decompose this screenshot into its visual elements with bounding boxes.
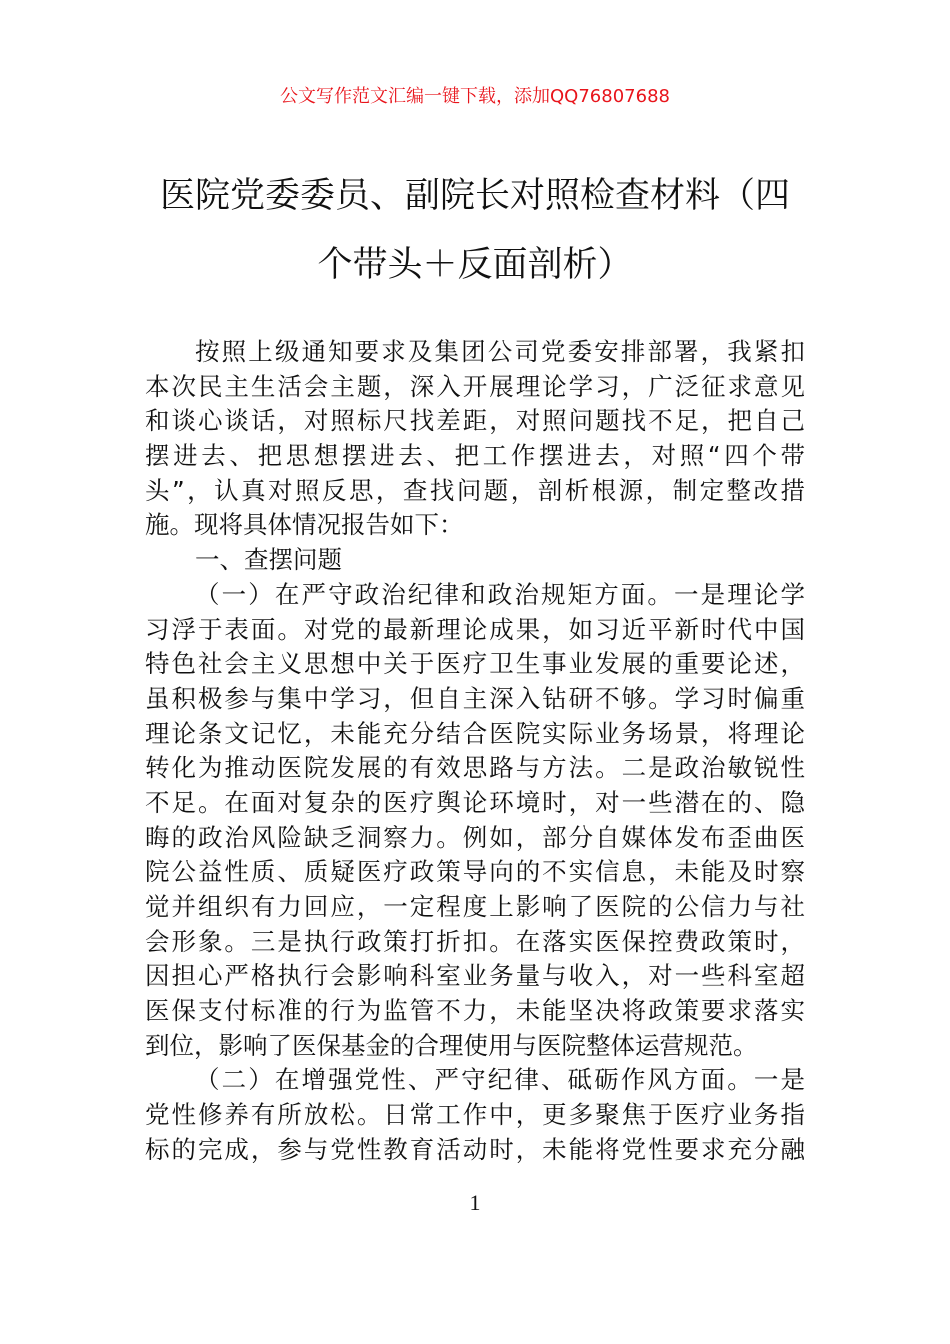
page-number: 1	[469, 1190, 481, 1215]
body-text-line: 不足。在面对复杂的医疗舆论环境时，对一些潜在的、隐	[145, 787, 805, 817]
document-body	[145, 335, 805, 1168]
body-text-line: 院公益性质、质疑医疗政策导向的不实信息，未能及时察	[145, 857, 805, 887]
body-text-line: 一、查摆问题	[195, 545, 342, 575]
body-text-line: 到位，影响了医保基金的合理使用与医院整体运营规范。	[145, 1030, 758, 1060]
body-text-line: （二）在增强党性、严守纪律、砥砺作风方面。一是	[195, 1065, 805, 1095]
body-text-line: 施。现将具体情况报告如下：	[145, 510, 464, 540]
body-text-line: 虽积极参与集中学习，但自主深入钻研不够。学习时偏重	[145, 683, 805, 713]
body-text-line: 医保支付标准的行为监管不力，未能坚决将政策要求落实	[145, 996, 805, 1026]
body-text-line: 标的完成，参与党性教育活动时，未能将党性要求充分融	[145, 1134, 805, 1164]
body-text-line: 和谈心谈话，对照标尺找差距，对照问题找不足，把自己	[145, 406, 805, 436]
body-text-line: 觉并组织有力回应，一定程度上影响了医院的公信力与社	[145, 892, 805, 921]
body-text-line: 会形象。三是执行政策打折扣。在落实医保控费政策时，	[145, 926, 805, 956]
body-text-line: 晦的政治风险缺乏洞察力。例如，部分自媒体发布歪曲医	[145, 822, 805, 852]
body-text-line: 摆进去、把思想摆进去、把工作摆进去，对照“四个带	[145, 441, 805, 471]
body-text-line: 按照上级通知要求及集团公司党委安排部署，我紧扣	[195, 337, 805, 366]
body-text-line: 党性修养有所放松。日常工作中，更多聚焦于医疗业务指	[145, 1100, 805, 1130]
document-title-line-1: 医院党委委员、副院长对照检查材料（四	[159, 176, 790, 216]
body-text-line: 习浮于表面。对党的最新理论成果，如习近平新时代中国	[145, 614, 805, 644]
body-text-line: 本次民主生活会主题，深入开展理论学习，广泛征求意见	[145, 371, 805, 401]
document-title-line-2: 个带头＋反面剖析）	[317, 245, 633, 285]
body-text-line: 因担心严格执行会影响科室业务量与收入，对一些科室超	[145, 961, 805, 991]
body-text-line: 头”，认真对照反思，查找问题，剖析根源，制定整改措	[145, 475, 805, 505]
body-text-line: 特色社会主义思想中关于医疗卫生事业发展的重要论述，	[145, 649, 805, 679]
body-text-line: 理论条文记忆，未能充分结合医院实际业务场景，将理论	[145, 718, 805, 748]
download-notice-header: 公文写作范文汇编一键下载，添加QQ76807688	[280, 86, 670, 107]
body-text-line: 转化为推动医院发展的有效思路与方法。二是政治敏锐性	[145, 753, 805, 783]
body-text-line: （一）在严守政治纪律和政治规矩方面。一是理论学	[195, 579, 805, 609]
